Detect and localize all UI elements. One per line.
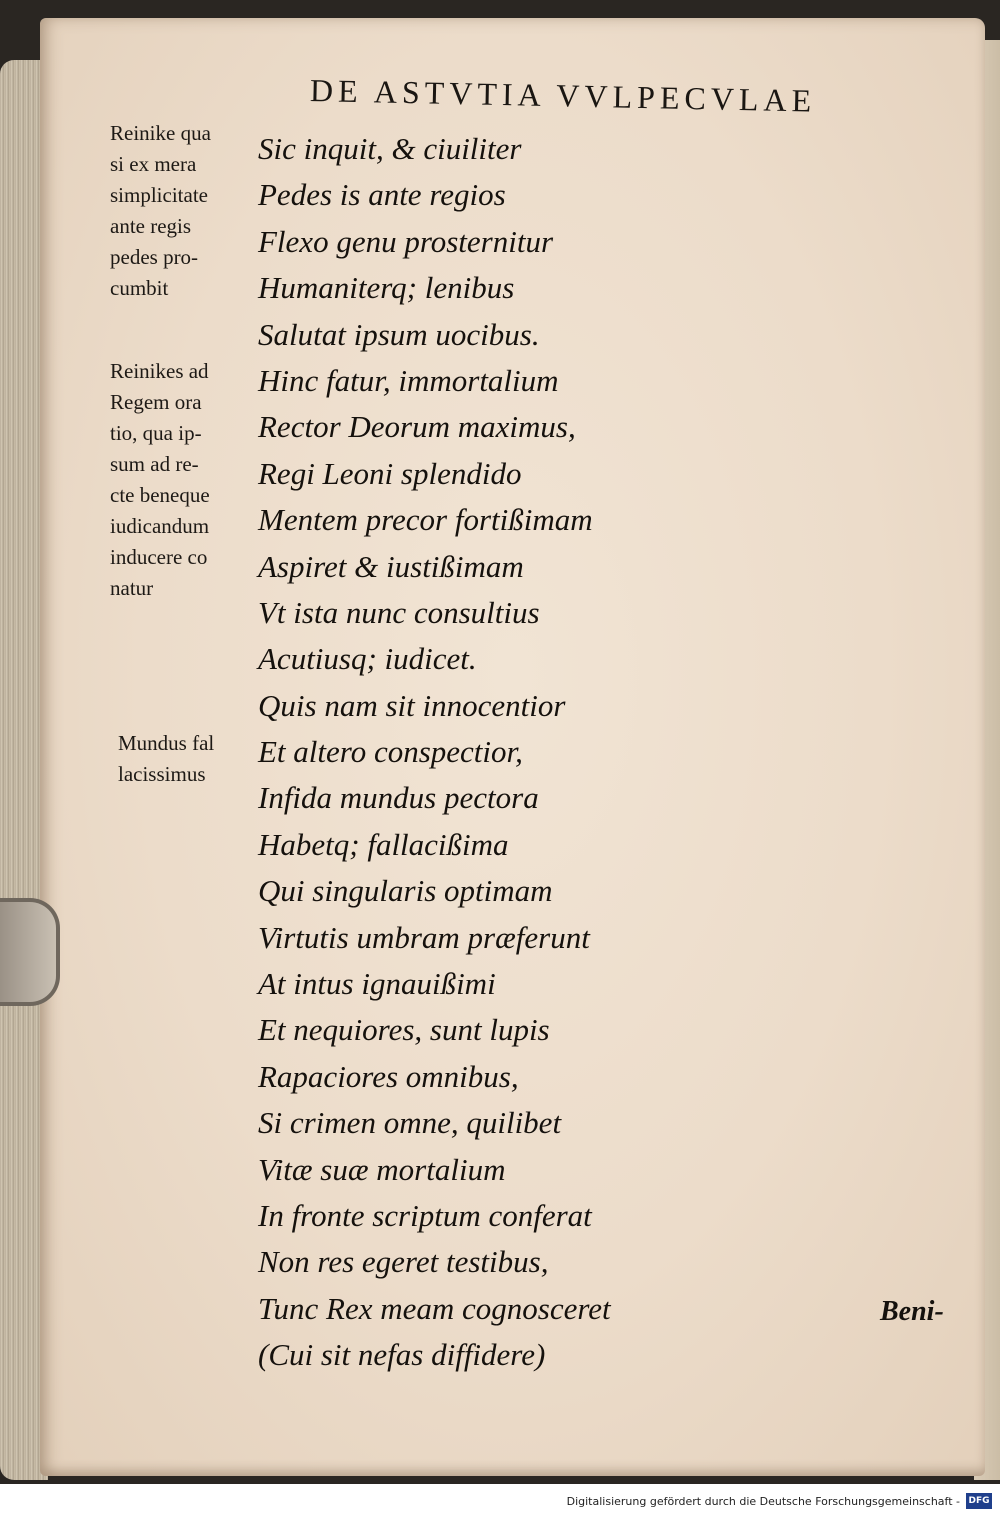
verse-line: Qui singularis optimam xyxy=(258,873,553,909)
marginal-line: natur xyxy=(110,576,154,600)
marginal-line: Reinike qua xyxy=(110,121,211,145)
marginal-line: sum ad re- xyxy=(110,452,199,476)
verse-line: Hinc fatur, immortalium xyxy=(258,362,559,398)
verse-line: Mentem precor fortißimam xyxy=(258,502,593,538)
verse-line: Regi Leoni splendido xyxy=(258,455,522,491)
marginal-line: cte beneque xyxy=(110,483,210,507)
marginal-note-3 xyxy=(118,728,268,790)
verse-line: Quis nam sit innocentior xyxy=(258,687,566,723)
marginal-note-2 xyxy=(110,356,260,604)
marginal-line: Reinikes ad xyxy=(110,359,209,383)
verse-line: Et nequiores, sunt lupis xyxy=(258,1012,550,1048)
verse-line: Tunc Rex meam cognosceret xyxy=(258,1290,611,1326)
clasp-strap xyxy=(0,898,60,1006)
verse-block xyxy=(258,126,611,1379)
verse-line: Flexo genu prosternitur xyxy=(258,223,554,259)
funding-credit: Digitalisierung gefördert durch die Deutsche Forschungsgemeinschaft - xyxy=(566,1495,960,1508)
marginal-line: Regem ora xyxy=(110,390,202,414)
verse-line: Virtutis umbram præferunt xyxy=(258,919,590,955)
catchword: Beni- xyxy=(880,1296,944,1327)
marginal-line: tio, qua ip- xyxy=(110,421,202,445)
marginal-line: inducere co xyxy=(110,545,208,569)
marginal-line: ante regis xyxy=(110,214,192,238)
marginal-line: Mundus fal xyxy=(118,731,215,755)
verse-line: Salutat ipsum uocibus. xyxy=(258,316,540,352)
marginal-line: simplicitate xyxy=(110,183,208,207)
verse-line: Sic inquit, & ciuiliter xyxy=(258,131,522,166)
verse-line: Et altero conspectior, xyxy=(258,734,523,770)
footer-bar xyxy=(0,1484,1000,1514)
verse-line: Rector Deorum maximus, xyxy=(258,409,576,445)
marginal-note-1 xyxy=(110,118,260,304)
verse-line: Infida mundus pectora xyxy=(258,780,539,816)
marginal-line: iudicandum xyxy=(110,514,210,538)
verse-line: Vitæ suæ mortalium xyxy=(258,1151,506,1187)
verse-line: Vt ista nunc consultius xyxy=(258,594,540,630)
verse-line: Si crimen omne, quilibet xyxy=(258,1105,562,1141)
verse-line: Aspiret & iustißimam xyxy=(258,548,524,584)
verse-line: Acutiusq; iudicet. xyxy=(258,641,477,677)
verse-line: Pedes is ante regios xyxy=(258,177,506,213)
verse-line: Habetq; fallacißima xyxy=(258,826,509,862)
marginal-line: si ex mera xyxy=(110,152,197,176)
marginal-line: pedes pro- xyxy=(110,245,199,269)
dfg-logo: DFG xyxy=(966,1493,992,1509)
running-head: DE ASTVTIA VVLPECVLAE xyxy=(309,72,817,119)
verse-line: In fronte scriptum conferat xyxy=(258,1197,592,1233)
verse-line: (Cui sit nefas diffidere) xyxy=(258,1337,546,1373)
verse-line: Rapaciores omnibus, xyxy=(258,1058,519,1094)
verse-line: Non res egeret testibus, xyxy=(258,1244,549,1280)
verse-line: Humaniterq; lenibus xyxy=(258,270,515,306)
marginal-line: cumbit xyxy=(110,276,169,300)
marginal-line: lacissimus xyxy=(118,762,206,786)
verse-line: At intus ignauißimi xyxy=(258,966,496,1002)
